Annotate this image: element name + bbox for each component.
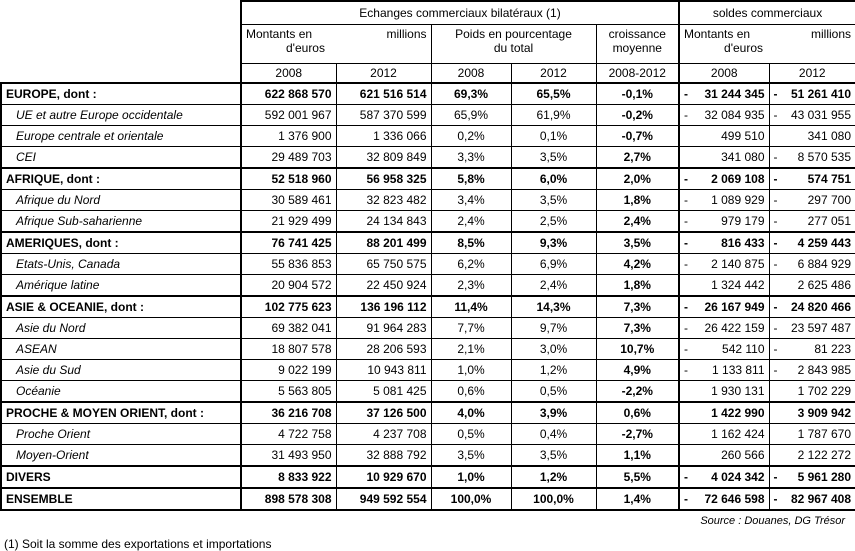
cell-p2012: 14,3% [511,296,596,318]
table-row [1,105,855,126]
cell-m2008: 76 741 425 [241,232,336,254]
minus-sign: - [684,492,689,506]
cell-p2008: 3,4% [431,190,511,211]
cell-region-label: AFRIQUE, dont : [1,168,241,190]
cell-s2012 [769,190,855,211]
cell-s2008 [679,211,769,233]
cell-m2012: 587 370 599 [336,105,431,126]
cell-m2008: 69 382 041 [241,318,336,339]
amount: 26 422 159 [704,321,765,335]
cell-growth: 4,2% [596,254,679,275]
minus-sign: - [773,300,778,314]
cell-m2012: 32 888 792 [336,445,431,467]
minus-sign: - [773,257,778,271]
amount: 24 820 466 [790,300,852,314]
cell-p2008: 69,3% [431,83,511,105]
cell-growth: -0,7% [596,126,679,147]
cell-p2008: 0,5% [431,424,511,445]
poids-line1: Poids en pourcentage [455,27,572,41]
cell-p2008: 3,3% [431,147,511,169]
cell-s2012 [769,105,855,126]
cell-s2008 [679,232,769,254]
cell-p2008: 0,6% [431,381,511,403]
table-row [1,424,855,445]
year-montants-2008: 2008 [241,64,336,84]
table-row [1,402,855,424]
cell-s2008 [679,318,769,339]
source-note: Source : Douanes, DG Trésor [700,515,845,527]
deuros-label: d'euros [286,41,325,55]
cell-m2008: 5 563 805 [241,381,336,403]
soldes-millions-label: millions [811,27,852,41]
cell-m2008: 55 836 853 [241,254,336,275]
cell-s2012: 2 625 486 [769,275,855,297]
header-group-soldes: soldes commerciaux [679,1,855,25]
cell-growth: -0,2% [596,105,679,126]
table-row [1,339,855,360]
cell-p2008: 1,0% [431,360,511,381]
amount: 297 700 [807,193,852,207]
cell-m2012: 37 126 500 [336,402,431,424]
cell-growth: 1,8% [596,275,679,297]
year-croissance-range: 2008-2012 [596,64,679,84]
amount: 5 961 280 [797,470,852,484]
amount: 81 223 [814,342,852,356]
cell-s2008 [679,254,769,275]
cell-s2008 [679,488,769,510]
cell-s2012: 1 787 670 [769,424,855,445]
table-row [1,466,855,488]
cell-growth: -2,2% [596,381,679,403]
minus-sign: - [684,108,689,122]
minus-sign: - [684,363,689,377]
table-row [1,190,855,211]
cell-s2008: 499 510 [679,126,769,147]
cell-p2012: 3,5% [511,445,596,467]
cell-region-label: EUROPE, dont : [1,83,241,105]
cell-m2008: 29 489 703 [241,147,336,169]
year-poids-2012: 2012 [511,64,596,84]
cell-p2012: 9,7% [511,318,596,339]
amount: 8 570 535 [797,150,852,164]
cell-p2008: 11,4% [431,296,511,318]
cell-s2012 [769,318,855,339]
cell-p2008: 1,0% [431,466,511,488]
table-row [1,211,855,233]
cell-m2008: 52 518 960 [241,168,336,190]
table-row [1,147,855,169]
cell-p2012: 2,4% [511,275,596,297]
cell-m2012: 621 516 514 [336,83,431,105]
minus-sign: - [684,257,689,271]
cell-m2012: 28 206 593 [336,339,431,360]
header-group-row [1,1,855,25]
minus-sign: - [684,300,689,314]
poids-line2: du total [493,41,534,55]
table-row [1,83,855,105]
cell-p2008: 5,8% [431,168,511,190]
cell-region-label: Afrique Sub-saharienne [1,211,241,233]
minus-sign: - [773,214,778,228]
cell-s2012: 341 080 [769,126,855,147]
minus-sign: - [684,214,689,228]
year-soldes-2012: 2012 [769,64,855,84]
minus-sign: - [684,342,689,356]
header-group-echanges: Echanges commerciaux bilatéraux (1) [241,1,679,25]
table-row [1,275,855,297]
cell-m2012: 91 964 283 [336,318,431,339]
cell-m2008: 622 868 570 [241,83,336,105]
minus-sign: - [684,193,689,207]
cell-region-label: Océanie [1,381,241,403]
cell-m2012: 4 237 708 [336,424,431,445]
cell-p2008: 8,5% [431,232,511,254]
cell-s2012: 3 909 942 [769,402,855,424]
cell-region-label: UE et autre Europe occidentale [1,105,241,126]
cell-s2008 [679,360,769,381]
minus-sign: - [684,470,689,484]
cell-growth: 2,4% [596,211,679,233]
cell-region-label: ENSEMBLE [1,488,241,510]
cell-s2012 [769,254,855,275]
minus-sign: - [684,321,689,335]
cell-s2008 [679,466,769,488]
cell-region-label: Asie du Sud [1,360,241,381]
cell-region-label: Asie du Nord [1,318,241,339]
table-row [1,254,855,275]
cell-m2012: 56 958 325 [336,168,431,190]
amount: 816 433 [721,236,765,250]
cell-m2008: 9 022 199 [241,360,336,381]
cell-m2008: 30 589 461 [241,190,336,211]
cell-growth: 2,7% [596,147,679,169]
cell-growth: 1,4% [596,488,679,510]
amount: 72 646 598 [704,492,765,506]
cell-s2012 [769,296,855,318]
table-row [1,318,855,339]
cell-m2012: 949 592 554 [336,488,431,510]
table-row [1,168,855,190]
cell-p2012: 9,3% [511,232,596,254]
amount: 4 024 342 [711,470,765,484]
minus-sign: - [773,363,778,377]
cell-s2012 [769,466,855,488]
cell-region-label: Etats-Unis, Canada [1,254,241,275]
year-montants-2012: 2012 [336,64,431,84]
cell-s2008 [679,190,769,211]
cell-p2012: 3,9% [511,402,596,424]
table-row [1,488,855,510]
cell-p2012: 3,0% [511,339,596,360]
cell-p2012: 1,2% [511,360,596,381]
minus-sign: - [773,470,778,484]
amount: 51 261 410 [790,87,852,101]
amount: 26 167 949 [704,300,765,314]
minus-sign: - [773,236,778,250]
cell-m2012: 24 134 843 [336,211,431,233]
cell-p2008: 0,2% [431,126,511,147]
cell-s2008: 1 162 424 [679,424,769,445]
cell-p2012: 0,1% [511,126,596,147]
amount: 32 084 935 [704,108,765,122]
minus-sign: - [773,342,778,356]
cell-s2008: 1 324 442 [679,275,769,297]
cell-m2012: 22 450 924 [336,275,431,297]
cell-m2008: 18 807 578 [241,339,336,360]
amount: 542 110 [722,342,765,356]
cell-m2008: 36 216 708 [241,402,336,424]
cell-s2012 [769,488,855,510]
minus-sign: - [773,492,778,506]
cell-p2008: 2,1% [431,339,511,360]
cell-s2008 [679,168,769,190]
millions-label: millions [386,27,427,41]
amount: 1 133 811 [712,363,765,377]
cell-growth: 2,0% [596,168,679,190]
cell-s2012 [769,339,855,360]
cell-growth: 7,3% [596,318,679,339]
table-row [1,296,855,318]
cell-m2012: 10 929 670 [336,466,431,488]
cell-region-label: ASEAN [1,339,241,360]
cell-p2012: 6,0% [511,168,596,190]
minus-sign: - [773,150,778,164]
cell-p2012: 3,5% [511,147,596,169]
croissance-line2: moyenne [612,41,662,55]
amount: 23 597 487 [790,321,852,335]
cell-s2012: 2 122 272 [769,445,855,467]
amount: 574 751 [807,172,852,186]
cell-m2012: 88 201 499 [336,232,431,254]
amount: 979 179 [721,214,765,228]
cell-s2008: 341 080 [679,147,769,169]
soldes-montants-en-label: Montants en [684,27,751,41]
cell-p2008: 65,9% [431,105,511,126]
amount: 2 140 875 [711,257,765,271]
cell-region-label: Amérique latine [1,275,241,297]
cell-s2012 [769,232,855,254]
cell-s2008 [679,105,769,126]
table-body [1,83,855,510]
cell-p2008: 4,0% [431,402,511,424]
cell-region-label: CEI [1,147,241,169]
amount: 43 031 955 [790,108,852,122]
table-header [1,1,855,83]
minus-sign: - [684,87,689,101]
amount: 4 259 443 [797,236,852,250]
cell-s2008: 1 930 131 [679,381,769,403]
cell-p2012: 65,5% [511,83,596,105]
cell-s2008 [679,339,769,360]
cell-growth: 1,1% [596,445,679,467]
header-poids [431,25,596,64]
cell-region-label: ASIE & OCEANIE, dont : [1,296,241,318]
cell-m2008: 8 833 922 [241,466,336,488]
amount: 2 843 985 [797,363,852,377]
header-croissance [596,25,679,64]
cell-m2012: 32 823 482 [336,190,431,211]
cell-s2012 [769,211,855,233]
cell-s2008: 1 422 990 [679,402,769,424]
cell-p2008: 2,4% [431,211,511,233]
table-row [1,445,855,467]
cell-m2012: 136 196 112 [336,296,431,318]
cell-p2008: 7,7% [431,318,511,339]
minus-sign: - [773,193,778,207]
cell-s2012: 1 702 229 [769,381,855,403]
cell-growth: -2,7% [596,424,679,445]
cell-region-label: DIVERS [1,466,241,488]
cell-region-label: Afrique du Nord [1,190,241,211]
cell-m2008: 4 722 758 [241,424,336,445]
cell-m2008: 898 578 308 [241,488,336,510]
cell-growth: 5,5% [596,466,679,488]
cell-p2012: 61,9% [511,105,596,126]
cell-s2012 [769,83,855,105]
cell-m2012: 1 336 066 [336,126,431,147]
amount: 1 089 929 [711,193,765,207]
cell-growth: 1,8% [596,190,679,211]
table-row [1,360,855,381]
minus-sign: - [773,87,778,101]
cell-s2008 [679,296,769,318]
cell-growth: 7,3% [596,296,679,318]
cell-m2008: 592 001 967 [241,105,336,126]
cell-s2012 [769,147,855,169]
minus-sign: - [773,321,778,335]
cell-s2008 [679,83,769,105]
table-row [1,232,855,254]
cell-m2008: 31 493 950 [241,445,336,467]
table-row [1,381,855,403]
cell-p2012: 2,5% [511,211,596,233]
cell-region-label: PROCHE & MOYEN ORIENT, dont : [1,402,241,424]
cell-m2008: 1 376 900 [241,126,336,147]
cell-growth: -0,1% [596,83,679,105]
cell-p2012: 1,2% [511,466,596,488]
cell-s2012 [769,168,855,190]
year-poids-2008: 2008 [431,64,511,84]
cell-p2012: 3,5% [511,190,596,211]
year-soldes-2008: 2008 [679,64,769,84]
cell-p2008: 2,3% [431,275,511,297]
cell-p2008: 6,2% [431,254,511,275]
cell-s2008: 260 566 [679,445,769,467]
cell-p2008: 3,5% [431,445,511,467]
minus-sign: - [773,108,778,122]
cell-p2008: 100,0% [431,488,511,510]
cell-m2008: 21 929 499 [241,211,336,233]
cell-m2008: 102 775 623 [241,296,336,318]
amount: 277 051 [807,214,852,228]
cell-growth: 3,5% [596,232,679,254]
cell-s2012 [769,360,855,381]
table-row [1,126,855,147]
header-montants-euros [241,25,431,64]
amount: 31 244 345 [704,87,765,101]
cell-p2012: 6,9% [511,254,596,275]
cell-region-label: Europe centrale et orientale [1,126,241,147]
minus-sign: - [684,172,689,186]
croissance-line1: croissance [608,27,666,41]
cell-growth: 0,6% [596,402,679,424]
montants-en-label: Montants en [246,27,313,41]
cell-m2012: 65 750 575 [336,254,431,275]
cell-region-label: AMERIQUES, dont : [1,232,241,254]
minus-sign: - [684,236,689,250]
cell-m2008: 20 904 572 [241,275,336,297]
cell-m2012: 5 081 425 [336,381,431,403]
cell-growth: 10,7% [596,339,679,360]
footnote: (1) Soit la somme des exportations et importations [4,537,272,551]
cell-growth: 4,9% [596,360,679,381]
header-corner [1,1,241,83]
cell-region-label: Moyen-Orient [1,445,241,467]
cell-m2012: 10 943 811 [336,360,431,381]
cell-p2012: 0,4% [511,424,596,445]
amount: 82 967 408 [790,492,852,506]
cell-m2012: 32 809 849 [336,147,431,169]
minus-sign: - [773,172,778,186]
header-soldes-montants [679,25,855,64]
amount: 6 884 929 [797,257,852,271]
cell-region-label: Proche Orient [1,424,241,445]
cell-p2012: 100,0% [511,488,596,510]
cell-p2012: 0,5% [511,381,596,403]
amount: 2 069 108 [711,172,765,186]
soldes-deuros-label: d'euros [724,41,763,55]
